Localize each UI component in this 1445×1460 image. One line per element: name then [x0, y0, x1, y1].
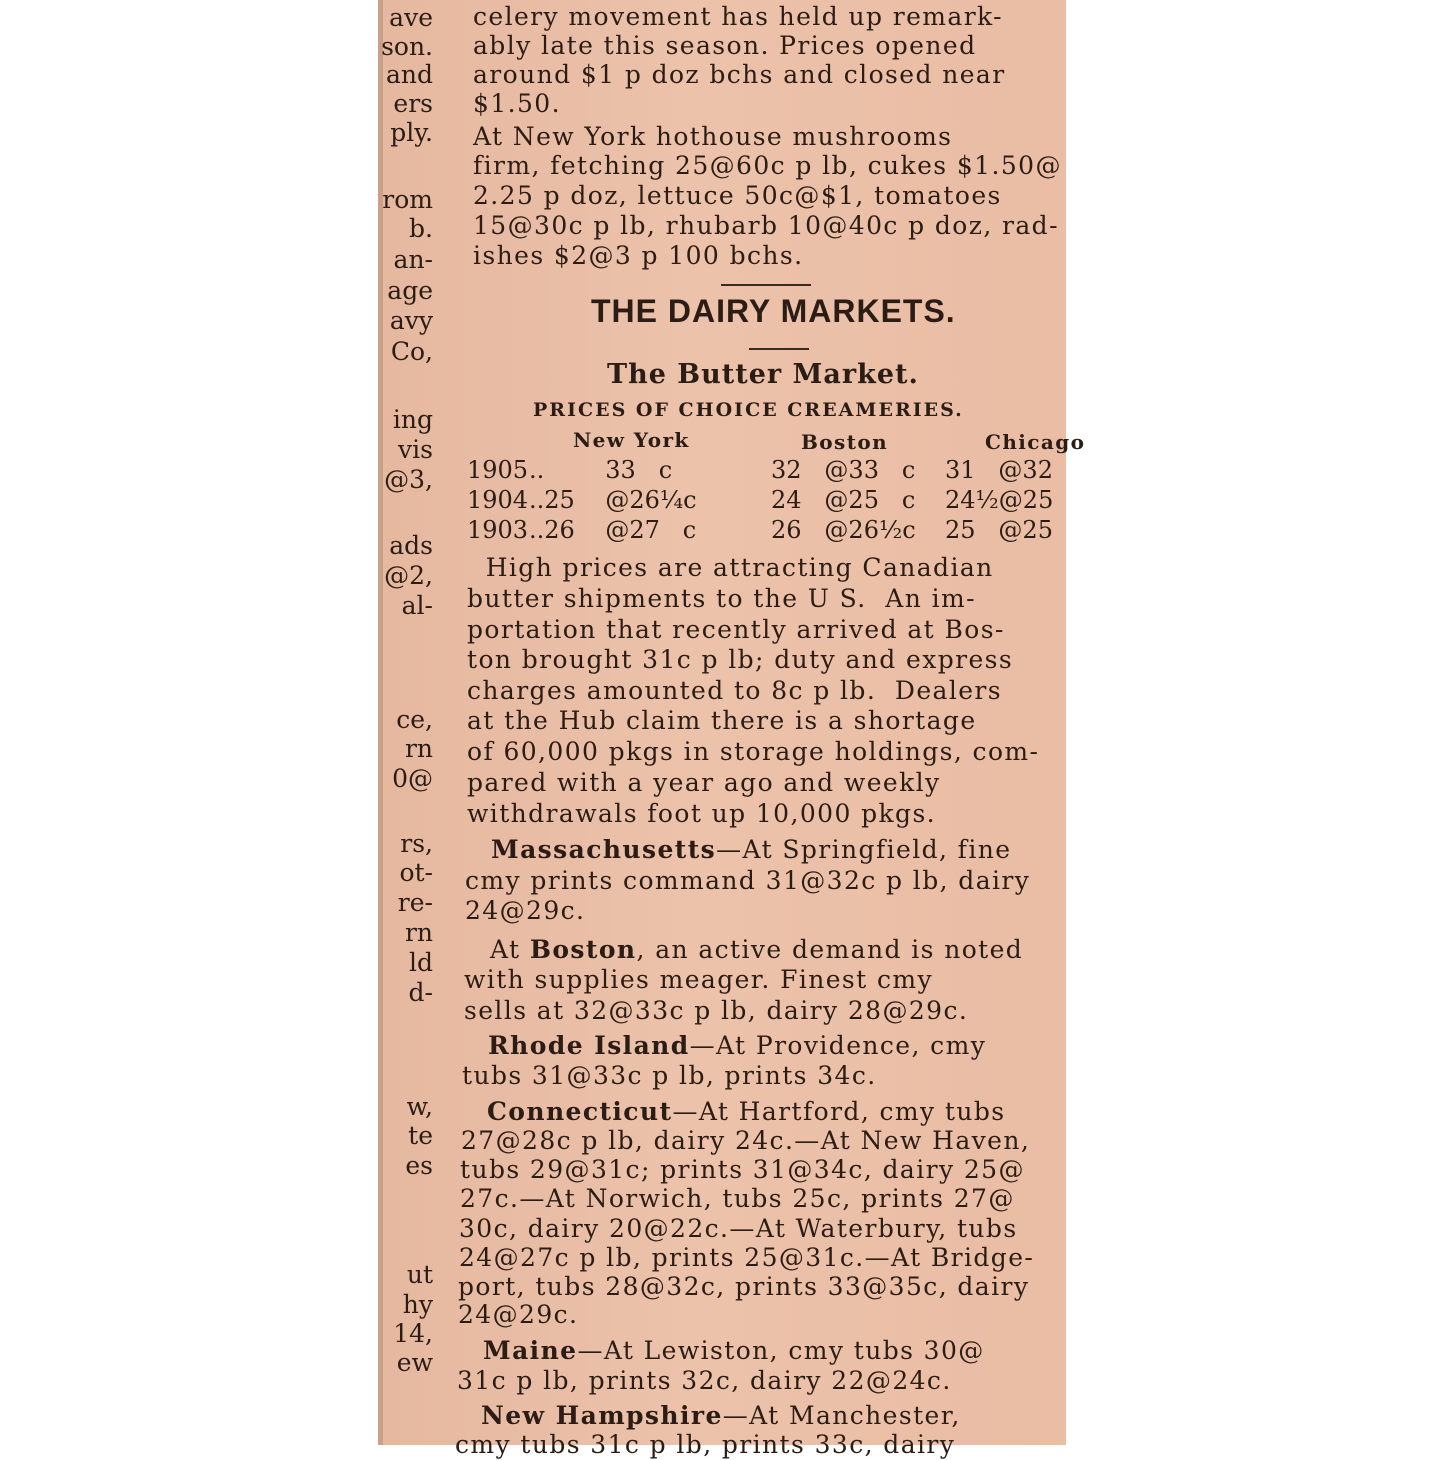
text-line: 2.25 p doz, lettuce 50c@$1, tomatoes — [473, 181, 1002, 210]
section-text: —At Springfield, fine — [716, 835, 1012, 864]
text-line: 30c, dairy 20@22c.—At Waterbury, tubs — [459, 1214, 1018, 1243]
text-line — [481, 1401, 961, 1431]
text-line: tubs 29@31c; prints 31@34c, dairy 25@ — [460, 1155, 1025, 1184]
text-line: of 60,000 pkgs in storage holdings, com- — [467, 737, 1040, 766]
col-header-boston: Boston — [801, 430, 889, 454]
text-line: 24@29c. — [458, 1300, 579, 1329]
margin-fragment: ce, — [396, 705, 433, 734]
margin-fragment: ld — [409, 948, 433, 977]
margin-fragment: rs, — [400, 829, 433, 858]
text-line: cmy tubs 31c p lb, prints 33c, dairy — [455, 1430, 956, 1459]
text-line: 27c.—At Norwich, tubs 25c, prints 27@ — [460, 1184, 1015, 1213]
margin-fragment: 14, — [393, 1319, 433, 1348]
text-line — [487, 1097, 1005, 1127]
text-line: withdrawals foot up 10,000 pkgs. — [467, 799, 937, 828]
margin-fragment: te — [408, 1121, 433, 1150]
text-line: tubs 31@33c p lb, prints 34c. — [462, 1061, 877, 1090]
row-year: 1904 — [467, 486, 529, 514]
margin-fragment: w, — [406, 1092, 433, 1121]
section-text: —At Lewiston, cmy tubs 30@ — [577, 1336, 985, 1365]
cell-boston: 26 @26½c — [771, 516, 916, 544]
margin-fragment: ut — [406, 1260, 433, 1289]
section-text: —At Providence, cmy — [689, 1031, 987, 1060]
cell-chicago: 25 @25 — [945, 516, 1053, 544]
margin-fragment: rn — [404, 734, 433, 763]
text-line: ishes $2@3 p 100 bchs. — [473, 241, 804, 270]
text-line: 27@28c p lb, dairy 24c.—At New Haven, — [461, 1126, 1031, 1155]
text-line — [488, 1031, 986, 1061]
section-lead: Connecticut — [487, 1097, 673, 1126]
cell-chicago: 31 @32 — [945, 456, 1053, 484]
section-lead: Boston — [529, 935, 637, 964]
margin-fragment: 0@ — [392, 764, 433, 793]
section-lead: Maine — [483, 1336, 578, 1365]
text-line: ton brought 31c p lb; duty and express — [467, 645, 1014, 674]
row-year: 1905 — [467, 456, 529, 484]
cell-new-york: ..25 @26¼c — [529, 486, 697, 514]
margin-fragment: d- — [408, 978, 433, 1007]
text-line: cmy prints command 31@32c p lb, dairy — [465, 866, 1031, 895]
text-line: portation that recently arrived at Bos- — [467, 615, 1005, 644]
cell-boston: 32 @33 c — [771, 456, 916, 484]
section-lead: Rhode Island — [488, 1031, 690, 1060]
margin-fragment: ply. — [390, 118, 433, 147]
text-line: port, tubs 28@32c, prints 33@35c, dairy — [458, 1272, 1030, 1301]
text-line: High prices are attracting Canadian — [467, 553, 994, 582]
margin-fragment: @2, — [384, 561, 433, 590]
margin-fragment: son. — [381, 32, 433, 61]
col-header-new-york: New York — [573, 428, 690, 452]
margin-fragment: b. — [409, 214, 433, 243]
text-line: sells at 32@33c p lb, dairy 28@29c. — [464, 996, 969, 1025]
margin-fragment: avy — [389, 306, 433, 335]
margin-fragment: @3, — [384, 465, 433, 494]
margin-fragment: and — [385, 60, 433, 89]
section-lead: New Hampshire — [481, 1401, 723, 1430]
row-year: 1903 — [467, 516, 529, 544]
margin-fragment: age — [387, 276, 433, 305]
text-line: with supplies meager. Finest cmy — [464, 965, 933, 994]
margin-fragment: ave — [389, 3, 433, 32]
margin-fragment: al- — [401, 591, 433, 620]
section-text: —At Manchester, — [722, 1401, 961, 1430]
left-column-fragments — [383, 0, 439, 1445]
butter-market-subheading: The Butter Market. — [607, 359, 919, 390]
text-line: 31c p lb, prints 32c, dairy 22@24c. — [457, 1366, 952, 1395]
newspaper-clipping — [381, 0, 1086, 1459]
margin-fragment: es — [405, 1151, 433, 1180]
text-line: ably late this season. Prices opened — [473, 31, 977, 60]
margin-fragment: rom — [382, 185, 433, 214]
margin-fragment: ot- — [399, 858, 433, 887]
margin-fragment: ing — [392, 405, 433, 434]
section-text: —At Hartford, cmy tubs — [672, 1097, 1006, 1126]
text-line: At Boston, an active demand is noted — [490, 935, 1024, 964]
text-line: charges amounted to 8c p lb. Dealers — [467, 676, 1002, 705]
section-lead: Massachusetts — [491, 835, 717, 864]
text-line: around $1 p doz bchs and closed near — [473, 60, 1006, 89]
section-text: , an active demand is noted — [636, 935, 1024, 964]
cell-new-york: .. 33 c — [529, 456, 673, 484]
margin-fragment: rn — [404, 918, 433, 947]
divider-rule-short — [749, 348, 809, 350]
text-line: 24@27c p lb, prints 25@31c.—At Bridge- — [459, 1243, 1035, 1272]
dairy-markets-heading: THE DAIRY MARKETS. — [591, 293, 956, 329]
margin-fragment: hy — [402, 1290, 433, 1319]
divider-rule — [721, 284, 811, 286]
text-line: 15@30c p lb, rhubarb 10@40c p doz, rad- — [473, 211, 1059, 240]
text-line — [483, 1336, 985, 1366]
margin-fragment: vis — [398, 435, 433, 464]
text-line: pared with a year ago and weekly — [467, 768, 941, 797]
margin-fragment: Co, — [390, 337, 433, 366]
text-line: butter shipments to the U S. An im- — [467, 584, 976, 613]
text-line — [491, 835, 1011, 865]
text-line: $1.50. — [473, 89, 561, 118]
col-header-chicago: Chicago — [985, 430, 1086, 454]
margin-fragment: ers — [393, 89, 433, 118]
cell-chicago: 24½@25 — [945, 486, 1054, 514]
margin-fragment: an- — [393, 245, 433, 274]
margin-fragment: re- — [397, 888, 433, 917]
cell-boston: 24 @25 c — [771, 486, 916, 514]
text-line: At New York hothouse mushrooms — [473, 122, 953, 151]
text-line: firm, fetching 25@60c p lb, cukes $1.50@ — [473, 151, 1062, 180]
margin-fragment: ew — [396, 1348, 433, 1377]
text-line: 24@29c. — [465, 896, 586, 925]
text-line: celery movement has held up remark- — [473, 2, 1004, 31]
text-line: at the Hub claim there is a shortage — [467, 706, 977, 735]
margin-fragment: ads — [389, 531, 433, 560]
prices-caption: PRICES OF CHOICE CREAMERIES. — [533, 399, 964, 421]
cell-new-york: ..26 @27 c — [529, 516, 697, 544]
